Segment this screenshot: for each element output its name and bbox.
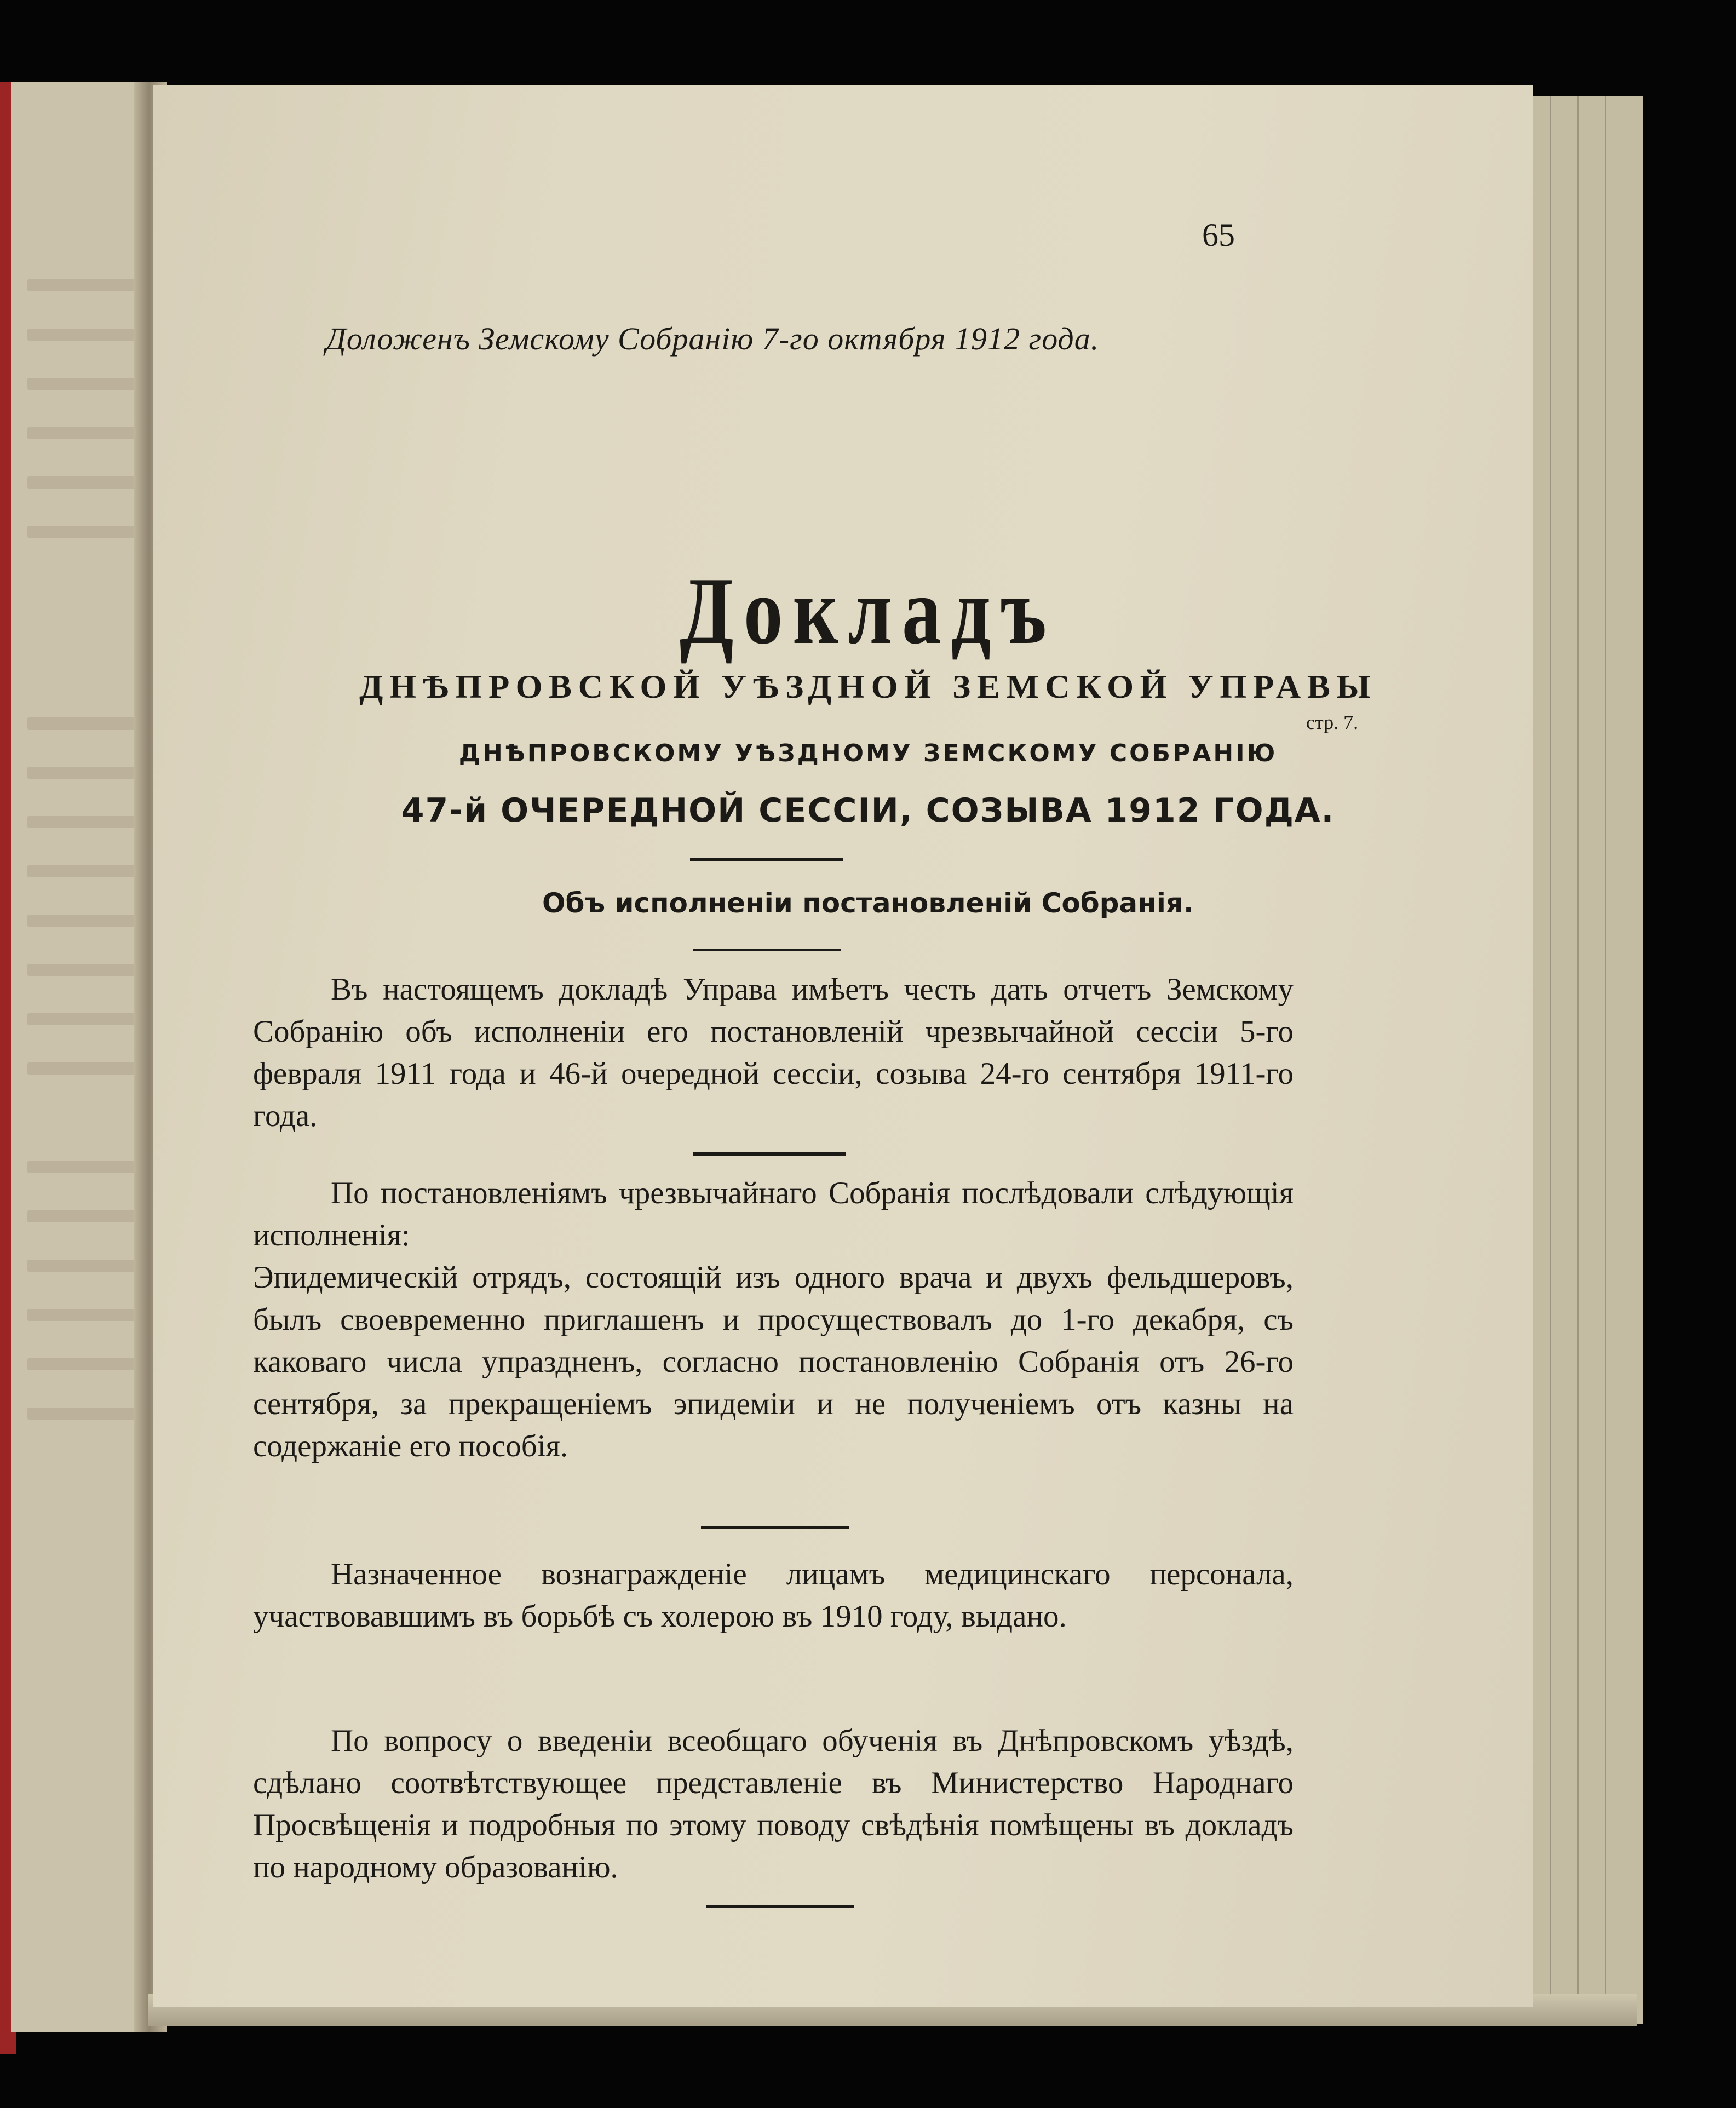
paragraph-report-intro: Въ настоящемъ докладѣ Управа имѣетъ честь дать отчетъ Земскому Собранію объ исполненіи его постановленій чрезвычайной сессіи 5-го февраля 1911 года и 46-й очередной сессіи, созыва 24-го сентября 1911-го года.: [253, 972, 1294, 1133]
subtitle-council: ДНѢПРОВСКОЙ УѢЗДНОЙ ЗЕМСКОЙ УПРАВЫ: [359, 669, 1377, 705]
paragraph-epidemic-unit: Эпидемическій отрядъ, состоящій изъ одного врача и двухъ фельдшеровъ, былъ своевременно приглашенъ и просуществовалъ до 1-го декабря, съ каковаго числа упраздненъ, согласно постановленію Собранія отъ 26-го сентября, за прекращеніемъ эпидеміи и не полученіемъ отъ казны на содержаніе его пособія.: [253, 1260, 1294, 1463]
paragraph-universal-education: По вопросу о введеніи всеобщаго обученія въ Днѣпровскомъ уѣздѣ, сдѣлано соотвѣтствующее представленіе въ Министерство Народнаго Просвѣщенія и подробныя по этому поводу свѣдѣнія помѣщены въ докладъ по народному образованію.: [253, 1724, 1294, 1885]
divider-rule: [693, 949, 841, 951]
paragraph-cholera-reward: Назначенное вознагражденіе лицамъ медицинскаго персонала, участвовавшимъ въ борьбѣ съ холерою въ 1910 году, выдано.: [253, 1557, 1294, 1634]
page-stack-right: [1528, 96, 1643, 2024]
section-title: Объ исполненіи постановленій Собранія.: [542, 887, 1194, 919]
paragraph-emergency-session: По постановленіямъ чрезвычайнаго Собранія послѣдовали слѣдующія исполненія:: [253, 1176, 1294, 1253]
page-number: 65: [1202, 217, 1235, 253]
facing-page-left: [11, 82, 148, 2032]
divider-rule: [690, 858, 843, 861]
divider-rule: [706, 1905, 854, 1908]
subtitle-assembly: ДНѢПРОВСКОМУ УѢЗДНОМУ ЗЕМСКОМУ СОБРАНІЮ: [458, 739, 1278, 767]
divider-rule: [693, 1152, 846, 1156]
divider-rule: [701, 1526, 849, 1529]
document-title: Докладъ: [680, 558, 1056, 664]
presented-note: Доложенъ Земскому Собранію 7-го октября 1912 года.: [326, 321, 1100, 357]
margin-note: стр. 7.: [1306, 711, 1359, 733]
subtitle-session: 47-й ОЧЕРЕДНОЙ СЕССІИ, СОЗЫВА 1912 ГОДА.: [401, 791, 1335, 830]
